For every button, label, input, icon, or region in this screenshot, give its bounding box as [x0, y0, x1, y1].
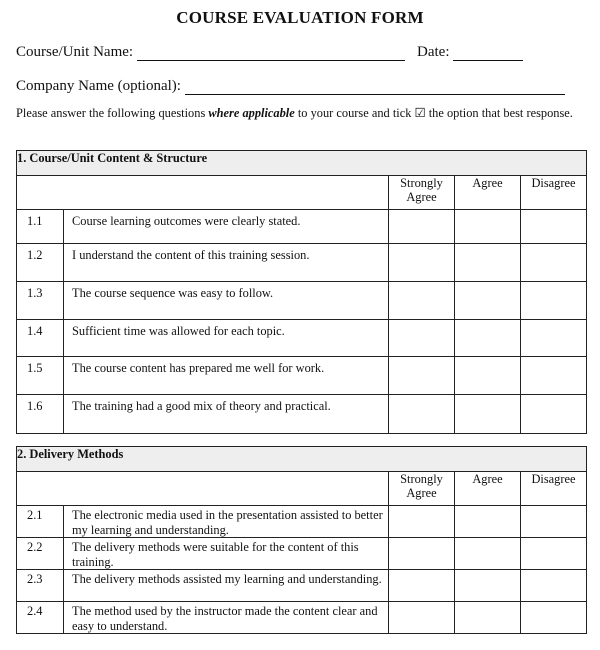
instructions-before: Please answer the following questions [16, 106, 209, 120]
question-text: The delivery methods assisted my learning and understanding. [64, 570, 389, 602]
question-text: The training had a good mix of theory and practical. [64, 395, 389, 434]
tick-strongly-agree[interactable] [389, 320, 455, 357]
section-heading: 2. Delivery Methods [17, 447, 587, 472]
question-number: 1.5 [17, 357, 64, 395]
question-text: The course sequence was easy to follow. [64, 282, 389, 320]
section-heading: 1. Course/Unit Content & Structure [17, 151, 587, 176]
table-row [17, 506, 587, 538]
table-row [17, 602, 587, 634]
header-agree: Agree [455, 176, 521, 210]
question-text: The electronic media used in the presentation assisted to better my learning and understanding. [64, 506, 389, 538]
question-text: The delivery methods were suitable for the content of this training. [64, 538, 389, 570]
tick-agree[interactable] [455, 395, 521, 434]
section-heading-row [17, 447, 587, 472]
tick-agree[interactable] [455, 506, 521, 538]
header-strongly-agree: Strongly Agree [389, 176, 455, 210]
question-number: 1.4 [17, 320, 64, 357]
tick-disagree[interactable] [521, 357, 587, 395]
tick-strongly-agree[interactable] [389, 357, 455, 395]
question-number: 1.3 [17, 282, 64, 320]
form-title: COURSE EVALUATION FORM [176, 8, 424, 27]
tick-disagree[interactable] [521, 506, 587, 538]
header-disagree: Disagree [521, 176, 587, 210]
instructions-emphasis: where applicable [208, 106, 295, 120]
question-number: 1.1 [17, 210, 64, 244]
header-blank [17, 472, 389, 506]
question-text: I understand the content of this training session. [64, 244, 389, 282]
tick-disagree[interactable] [521, 210, 587, 244]
tick-agree[interactable] [455, 282, 521, 320]
date-row [417, 44, 523, 61]
tick-agree[interactable] [455, 244, 521, 282]
company-name-label: Company Name (optional): [16, 78, 181, 94]
section-heading-row [17, 151, 587, 176]
question-text: Course learning outcomes were clearly stated. [64, 210, 389, 244]
date-label: Date: [417, 44, 450, 60]
company-name-row [16, 78, 565, 95]
tick-disagree[interactable] [521, 538, 587, 570]
tick-agree[interactable] [455, 602, 521, 634]
question-text: The method used by the instructor made the content clear and easy to understand. [64, 602, 389, 634]
question-number: 2.3 [17, 570, 64, 602]
tick-disagree[interactable] [521, 395, 587, 434]
table-row [17, 357, 587, 395]
tick-strongly-agree[interactable] [389, 506, 455, 538]
tick-strongly-agree[interactable] [389, 395, 455, 434]
tick-agree[interactable] [455, 570, 521, 602]
header-strongly-agree: Strongly Agree [389, 472, 455, 506]
course-name-field[interactable] [137, 44, 405, 61]
rating-header-row [17, 176, 587, 210]
rating-header-row [17, 472, 587, 506]
question-text: The course content has prepared me well for work. [64, 357, 389, 395]
table-row [17, 538, 587, 570]
question-number: 2.2 [17, 538, 64, 570]
header-disagree: Disagree [521, 472, 587, 506]
section-1-table [16, 150, 587, 434]
tick-disagree[interactable] [521, 602, 587, 634]
question-number: 2.4 [17, 602, 64, 634]
tick-disagree[interactable] [521, 282, 587, 320]
section-2-table [16, 446, 587, 634]
instructions [16, 106, 586, 121]
course-name-label: Course/Unit Name: [16, 44, 134, 60]
question-number: 1.2 [17, 244, 64, 282]
tick-disagree[interactable] [521, 320, 587, 357]
tick-disagree[interactable] [521, 244, 587, 282]
tick-strongly-agree[interactable] [389, 282, 455, 320]
table-row [17, 570, 587, 602]
tick-agree[interactable] [455, 320, 521, 357]
company-name-field[interactable] [185, 78, 565, 95]
question-number: 2.1 [17, 506, 64, 538]
tick-strongly-agree[interactable] [389, 602, 455, 634]
course-name-row [16, 44, 405, 61]
date-field[interactable] [453, 44, 523, 61]
table-row [17, 210, 587, 244]
tick-strongly-agree[interactable] [389, 570, 455, 602]
table-row [17, 282, 587, 320]
tick-strongly-agree[interactable] [389, 244, 455, 282]
tick-disagree[interactable] [521, 570, 587, 602]
table-row [17, 395, 587, 434]
tick-agree[interactable] [455, 210, 521, 244]
instructions-after: to your course and tick ☑ the option that best response. [294, 106, 573, 120]
table-row [17, 244, 587, 282]
question-number: 1.6 [17, 395, 64, 434]
tick-strongly-agree[interactable] [389, 210, 455, 244]
tick-strongly-agree[interactable] [389, 538, 455, 570]
tick-agree[interactable] [455, 538, 521, 570]
header-blank [17, 176, 389, 210]
header-agree: Agree [455, 472, 521, 506]
table-row [17, 320, 587, 357]
tick-agree[interactable] [455, 357, 521, 395]
question-text: Sufficient time was allowed for each topic. [64, 320, 389, 357]
